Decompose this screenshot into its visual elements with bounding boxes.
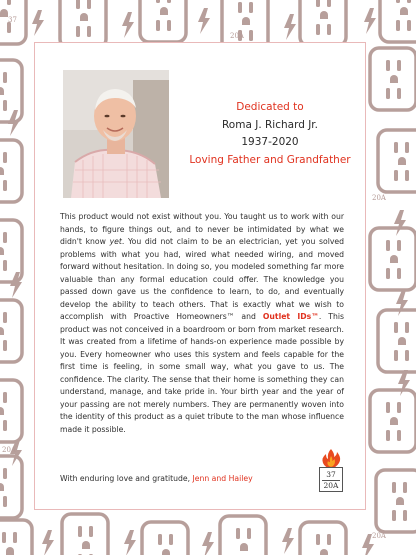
closing-line [60,474,300,483]
svg-text:20A: 20A [2,446,16,454]
closing-text: With enduring love and gratitude, [60,474,193,483]
tribute-text-part1: This product would not exist without you. You taught us to work with our hands, to figure things out, and to never be intimidated by what we didn't know [60,212,344,246]
honoree-name: Roma J. Richard Jr. [221,118,319,131]
life-years: 1937-2020 [241,136,299,148]
svg-text:37: 37 [8,16,17,24]
outlet-id-badge [319,448,343,493]
brand-name-outlet-ids: Outlet IDs™ [262,312,319,321]
flame-icon [319,448,343,468]
breaker-id-box [319,467,343,492]
dedicated-to-line: Dedicated to [236,101,304,113]
badge-top-number: 37 [326,470,336,479]
tribute-text-part3: . This product was not conceived in a boardroom or born from market research. It was created from a lifetime of hands-on experience made possible by you. Every homeowner who uses this system and feels capable for the first time is feeling, in some small way, what you gave to us. The confidence. The clarity. The sense that their home is something they can understand, manage, and take pride in. Your birth year and the year of your passing are not merely numbers. They are permanently woven into the identity of this product as a quiet tribute to the man whose influence made it possible. [60,312,344,434]
dedication-heading [175,99,365,169]
svg-text:20A: 20A [372,532,386,540]
tribute-paragraph [60,211,344,436]
svg-text:20A: 20A [230,32,244,40]
dedication-card [34,42,366,510]
tribute-text-part2: . You did not claim to be an electrician, yet you solved problems with what you had, wired what needed wiring, and moved forward without hesitation. In doing so, you modeled something far more valuable than any formal education could offer. The knowledge you passed down gave us the confidence to learn, to do, and eventually develop the ability to teach others. That is exactly what we wish to accomplish with Proactive Homeowners™ and [60,237,344,321]
badge-bottom-label: 20A [323,481,339,490]
tribute-text-yet: yet [109,237,122,246]
svg-text:20A: 20A [372,194,386,202]
signatory-names: Jenn and Hailey [192,474,253,483]
portrait-photo [63,70,169,198]
honoree-role: Loving Father and Grandfather [189,153,351,166]
